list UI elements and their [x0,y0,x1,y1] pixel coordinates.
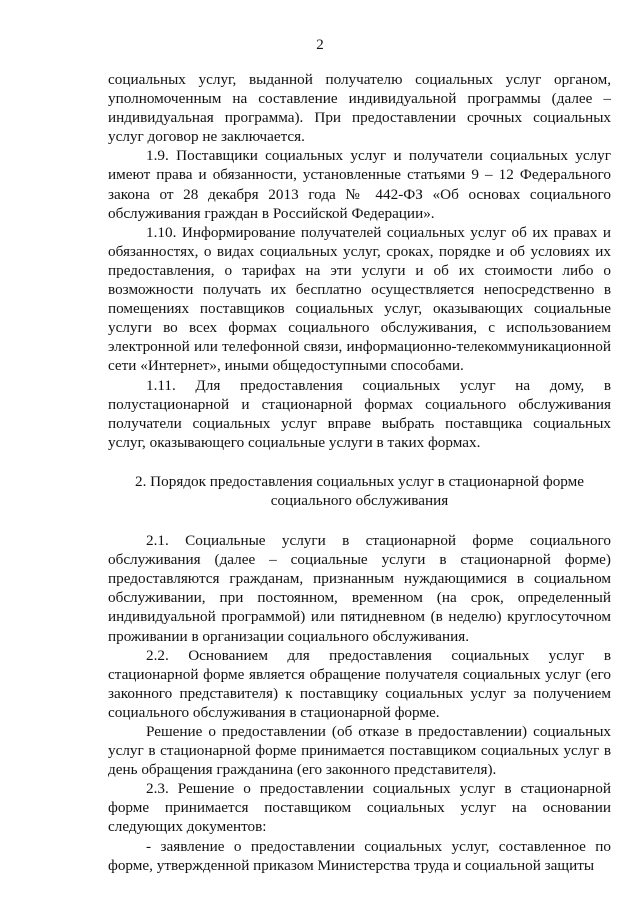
paragraph-2-3: 2.3. Решение о предоставлении социальных услуг в стационарной форме принимается поставщиком социальных услуг на основании следующих документов: [108,780,611,836]
paragraph-list-item: - заявление о предоставлении социальных услуг, составленное по форме, утвержденной приказом Министерства труда и социальной защиты [108,837,611,874]
document-body [108,70,611,875]
paragraph-2-2: 2.2. Основанием для предоставления социальных услуг в стационарной форме является обращение получателя социальных услуг (его законного представителя) к поставщику социальных услуг за получением социального обслуживания в стационарной форме. [108,646,611,721]
section-heading-line-2: социального обслуживания [270,491,449,509]
paragraph-1-9: 1.9. Поставщики социальных услуг и получатели социальных услуг имеют права и обязанности, установленные статьями 9 – 12 Федерального закона от 28 декабря 2013 года № 442-ФЗ «Об основах социального обслуживания граждан в Российской Федерации». [108,147,611,222]
paragraph-1-11: 1.11. Для предоставления социальных услуг на дому, в полустационарной и стационарной формах социального обслуживания получатели социальных услуг вправе выбрать поставщика социальных услуг, оказывающего социальные услуги в таких формах. [108,376,611,451]
paragraph-1-10: 1.10. Информирование получателей социальных услуг об их правах и обязанностях, о видах социальных услуг, сроках, порядке и об условиях их предоставления, о тарифах на эти услуги и об их стоимости либо о возможности получать их бесплатно осуществляется непосредственно в помещениях поставщиков социальных услуг, оказывающих социальные услуги во всех формах социального обслуживания, с использованием электронной или телефонной связи, информационно-телекоммуникационной сети «Интернет», иными общедоступными способами. [108,223,611,375]
paragraph: социальных услуг, выданной получателю социальных услуг органом, уполномоченным на составление индивидуальной программы (далее – индивидуальная программа). При предоставлении срочных социальных услуг договор не заключается. [108,71,611,146]
section-heading [108,472,611,510]
page-number: 2 [316,37,324,53]
section-heading-line-1: 2. Порядок предоставления социальных услуг в стационарной форме [134,472,585,490]
paragraph-decision: Решение о предоставлении (об отказе в предоставлении) социальных услуг в стационарной форме принимается поставщиком социальных услуг в день обращения гражданина (его законного представителя). [108,723,611,779]
paragraph-2-1: 2.1. Социальные услуги в стационарной форме социального обслуживания (далее – социальные услуги в стационарной форме) предоставляются гражданам, признанным нуждающимися в социальном обслуживании, при постоянном, временном (на срок, определенный индивидуальной программой) или пятидневном (в неделю) круглосуточном проживании в организации социального обслуживания. [108,532,611,645]
